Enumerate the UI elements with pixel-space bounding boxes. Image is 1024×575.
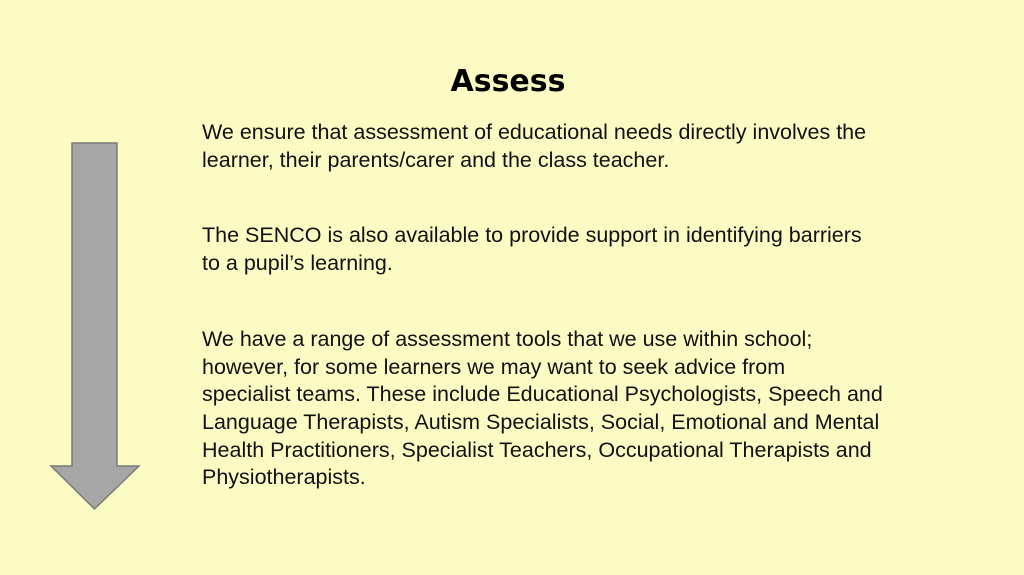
down-arrow-icon	[48, 140, 142, 512]
slide-body	[202, 119, 1002, 492]
paragraph-senco-support: The SENCO is also available to provide support in identifying barriers to a pupil’s learning.	[202, 223, 862, 276]
slide-title: Assess	[450, 64, 566, 99]
paragraph-assessment-involvement: We ensure that assessment of educational needs directly involves the learner, their parents/carer and the class teacher.	[202, 120, 867, 172]
paragraph-assessment-tools: We have a range of assessment tools that we use within school; however, for some learners we may want to seek advice from specialist teams. These include Educational Psychologists, Speech and Language Therapists, Autism Specialists, Social, Emotional and Mental Health Practitioners, Specialist Teachers, Occupational Therapists and Physiotherapists.	[202, 326, 883, 490]
